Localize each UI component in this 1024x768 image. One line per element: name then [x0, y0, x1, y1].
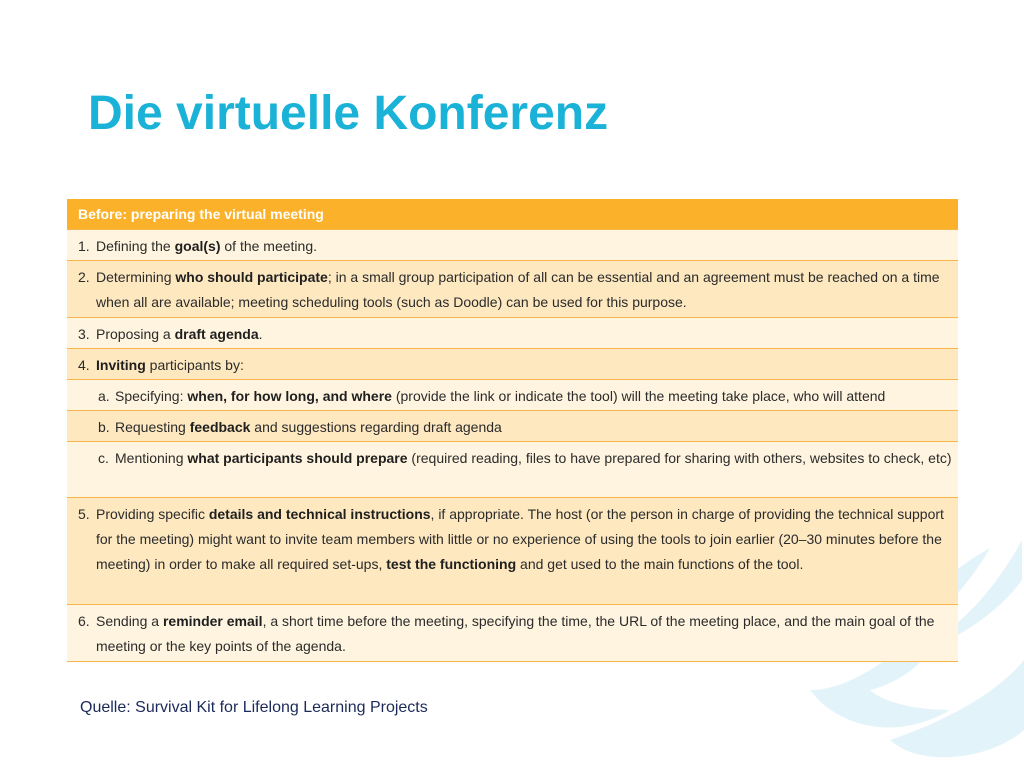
row-text: Mentioning	[115, 450, 188, 466]
table-row	[67, 379, 958, 410]
row-bold-text: test the functioning	[386, 556, 517, 572]
item-number: 3.	[78, 326, 90, 342]
table-row	[67, 229, 958, 260]
table-row	[67, 410, 958, 441]
row-text: and suggestions regarding draft agenda	[250, 419, 502, 435]
row-text: (required reading, files to have prepared for sharing with others, websites to check, etc)	[407, 450, 952, 466]
row-text: , a short time before the meeting, specifying the time, the URL of the meeting place, and the main goal of the meeting or the key points of the agenda.	[96, 613, 935, 654]
row-bold-text: when, for how long, and where	[187, 388, 392, 404]
row-bold-text: reminder email	[162, 613, 263, 629]
item-letter: c.	[98, 450, 109, 466]
row-text: and get used to the main functions of the tool.	[516, 556, 804, 572]
slide-title: Die virtuelle Konferenz	[88, 87, 609, 140]
item-number: 1.	[78, 238, 90, 254]
source-caption: Quelle: Survival Kit for Lifelong Learning Projects	[80, 699, 428, 716]
table-header: Before: preparing the virtual meeting	[67, 199, 958, 229]
table-row	[67, 497, 958, 604]
item-letter: b.	[98, 419, 110, 435]
table-row	[67, 260, 958, 317]
row-text: Defining the	[96, 238, 175, 254]
item-number: 6.	[78, 613, 90, 629]
table-row	[67, 441, 958, 497]
meeting-preparation-table	[67, 199, 958, 662]
row-text: Specifying:	[115, 388, 188, 404]
table-row	[67, 317, 958, 348]
item-number: 2.	[78, 269, 90, 285]
row-bold-text: what participants should prepare	[187, 450, 408, 466]
row-text: Proposing a	[96, 326, 175, 342]
row-text: .	[258, 326, 263, 342]
row-text: , if appropriate. The host (or the person in charge of providing the technical support for the meeting) might want to invite team members with little or no experience of using the tools to join earlier (20–30 minutes before the meeting) in order to make all required set-ups,	[96, 506, 944, 572]
row-text: (provide the link or indicate the tool) will the meeting take place, who will attend	[391, 388, 886, 404]
item-number: 5.	[78, 506, 90, 522]
row-text: participants by:	[145, 357, 244, 373]
row-text: Requesting	[115, 419, 190, 435]
item-number: 4.	[78, 357, 90, 373]
row-text: Determining	[96, 269, 176, 285]
row-text: Providing specific	[96, 506, 209, 522]
row-text: Sending a	[96, 613, 163, 629]
table-row	[67, 604, 958, 661]
row-bold-text: details and technical instructions	[208, 506, 431, 522]
row-text: of the meeting.	[220, 238, 318, 254]
row-text: ; in a small group participation of all can be essential and an agreement must be reached on a time when all are available; meeting scheduling tools (such as Doodle) can be used for this purpose.	[96, 269, 940, 310]
item-letter: a.	[98, 388, 110, 404]
row-bold-text: who should participate	[175, 269, 328, 285]
row-bold-text: draft agenda	[174, 326, 259, 342]
row-bold-text: Inviting	[96, 357, 146, 373]
table-row	[67, 348, 958, 379]
row-bold-text: goal(s)	[174, 238, 221, 254]
row-bold-text: feedback	[189, 419, 251, 435]
